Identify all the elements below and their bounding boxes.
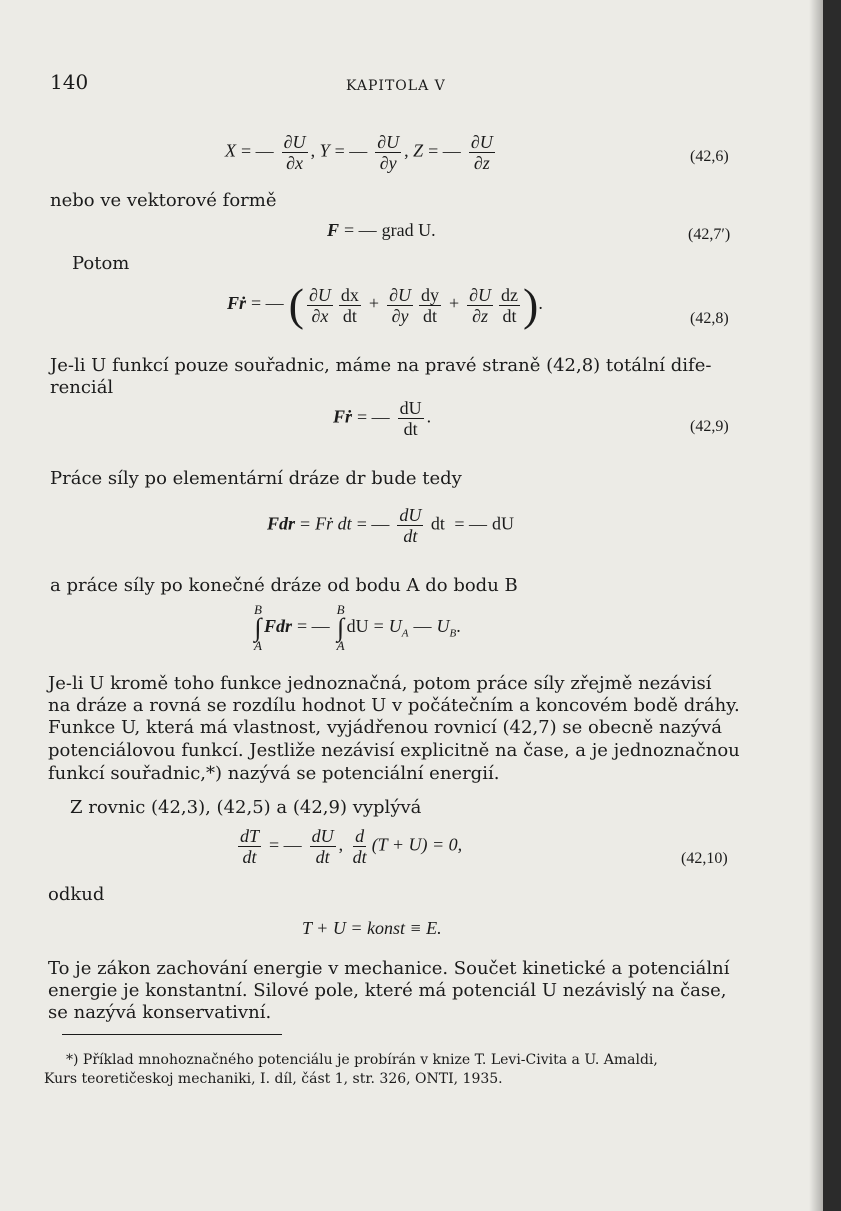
text-p4-line5: funkcí souřadnic,*) nazývá se potenciální energií. (48, 763, 500, 784)
int-Fdr: Fdr (263, 616, 292, 637)
equation-energy: T + U = konst ≡ E. (302, 918, 442, 938)
eq-dU-z: ∂U (470, 132, 493, 152)
text-p4-line4: potenciálovou funkcí. Jestliže nezávisí explicitně na čase, a je jednoznačnou (48, 740, 740, 761)
eq9-dt: dt (403, 419, 418, 439)
eq8-dt-1: dt (342, 305, 357, 326)
equation-number-42-8: (42,8) (690, 310, 729, 327)
int-upper-2: B (336, 602, 345, 617)
work-dU: dU (399, 505, 422, 525)
equation-number-42-7: (42,7′) (688, 226, 731, 243)
text-whence: odkud (48, 884, 105, 905)
work-dt: dt (403, 526, 418, 546)
equation-integral: B ∫ A Fdr = — B ∫ A dU = $U_A$ — $U_B$. (254, 602, 461, 653)
int-U-a: U (388, 616, 402, 637)
int-lower-2: A (336, 638, 345, 653)
eq8-ddx: dx (340, 284, 359, 305)
eq8-ddz: dz (501, 284, 519, 305)
work-Fdr: Fdr (267, 513, 296, 534)
eq10-dt-1: dt (242, 847, 257, 867)
work-Fr-dt: Fṙ dt (315, 513, 352, 534)
eq-dx: ∂x (286, 153, 304, 173)
text-p4-line2: na dráze a rovná se rozdílu hodnot U v počátečním a koncovém bodě dráhy. (48, 695, 740, 716)
int-dU: dU (346, 616, 369, 637)
int-sub-a: A (401, 627, 409, 640)
text-p5: Z rovnic (42,3), (42,5) a (42,9) vyplývá (70, 797, 422, 818)
text-p6-line2: energie je konstantní. Silové pole, které má potenciál U nezávislý na čase, (48, 980, 727, 1001)
eq8-dx: ∂x (311, 305, 329, 326)
int-upper-1: B (254, 602, 262, 617)
scanner-edge (823, 0, 841, 1211)
eq10-expr: (T + U) = 0, (371, 834, 463, 855)
eq-F: F (327, 220, 340, 240)
eq-grad-U: grad U. (381, 220, 436, 240)
eq8-dt-2: dt (422, 305, 437, 326)
eq8-dU-2: ∂U (389, 284, 411, 305)
eq-Z: Z (413, 140, 424, 161)
footnote-line2: Kurs teoretičeskoj mechaniki, I. díl, část 1, str. 326, ONTI, 1935. (44, 1071, 503, 1087)
eq-dz: ∂z (473, 153, 490, 173)
text-p6-line1: To je zákon zachování energie v mechanice. Součet kinetické a potenciální (48, 958, 730, 979)
eq9-dU: dU (399, 398, 422, 418)
text-p1-line2: renciál (50, 377, 114, 398)
eq-dU-y: ∂U (377, 132, 400, 152)
int-U-b: U (436, 616, 450, 637)
work-end-dU: dU (492, 513, 515, 534)
equation-42-10: $\frac{dT}{dt}$ = — $\frac{dU}{dt}$ , $\frac{d}{dt}$ (T + U) = 0, (240, 826, 463, 867)
equation-42-6: X = — $\frac{\partial U}{\partial x}$ , Y = — $\frac{\partial U}{\partial y}$ , Z = — $\frac{\partial U}{\partial z}$ (225, 132, 493, 173)
eq8-dz: ∂z (472, 305, 489, 326)
int-sub-b: B (449, 627, 457, 640)
eq8-dU-3: ∂U (469, 284, 492, 305)
equation-work: Fdr = Fṙ dt = — $\frac{dU}{dt}$ dt = — dU (267, 505, 515, 546)
page-edge-shadow (809, 0, 823, 1211)
footnote-rule (62, 1034, 282, 1035)
eq10-dT: dT (240, 826, 260, 846)
eq10-dt-2: dt (315, 847, 330, 867)
equation-number-42-6: (42,6) (690, 148, 729, 165)
eq9-Fr-dot: Fṙ (333, 406, 353, 427)
equation-42-9: Fṙ = — $\frac{dU}{dt}$ . (333, 398, 432, 439)
equation-number-42-9: (42,9) (690, 418, 729, 435)
eq10-d: d (355, 826, 365, 846)
equation-42-8: Fṙ = — ( $\frac{\partial U}{\partial x}$ $\frac{dx}{dt}$ + $\frac{\partial U}{\partial y}$ $\frac{dy}{dt}$ + $\frac{\partial U}{\partial z}$ $\frac{dz}{dt}$ ). (227, 279, 543, 330)
footnote-line1: *) Příklad mnohoznačného potenciálu je probírán v knize T. Levi-Civita a U. Amaldi, (66, 1052, 658, 1068)
eq8-dy: ∂y (391, 305, 409, 326)
page-number: 140 (50, 70, 89, 94)
text-p1-line1: Je-li U funkcí pouze souřadnic, máme na pravé straně (42,8) totální dife- (50, 355, 712, 376)
equation-number-42-10: (42,10) (681, 850, 728, 867)
text-vector-form: nebo ve vektorové formě (50, 190, 277, 211)
eq-Fr-dot: Fṙ (227, 293, 247, 314)
text-then: Potom (72, 253, 130, 274)
eq-Y: Y (319, 140, 330, 161)
eq10-dt-3: dt (352, 847, 367, 867)
text-p4-line1: Je-li U kromě toho funkce jednoznačná, potom práce síly zřejmě nezávisí (48, 673, 712, 694)
int-lower-1: A (254, 638, 262, 653)
equation-42-7: F = — grad U. (327, 220, 436, 240)
eq-dU-x: ∂U (283, 132, 306, 152)
text-p4-line3: Funkce U, která má vlastnost, vyjádřenou rovnicí (42,7) se obecně nazývá (48, 717, 722, 738)
chapter-title: KAPITOLA V (346, 78, 446, 94)
eq10-dU: dU (311, 826, 334, 846)
eq8-dt-3: dt (502, 305, 517, 326)
eq-X: X (225, 140, 236, 161)
text-p6-line3: se nazývá konservativní. (48, 1002, 272, 1023)
eq8-dU-1: ∂U (309, 284, 331, 305)
eq-dy: ∂y (379, 153, 397, 173)
eq8-ddy: dy (420, 284, 439, 305)
text-p2: Práce síly po elementární dráze dr bude tedy (50, 468, 462, 489)
text-p3: a práce síly po konečné dráze od bodu A do bodu B (50, 575, 518, 596)
